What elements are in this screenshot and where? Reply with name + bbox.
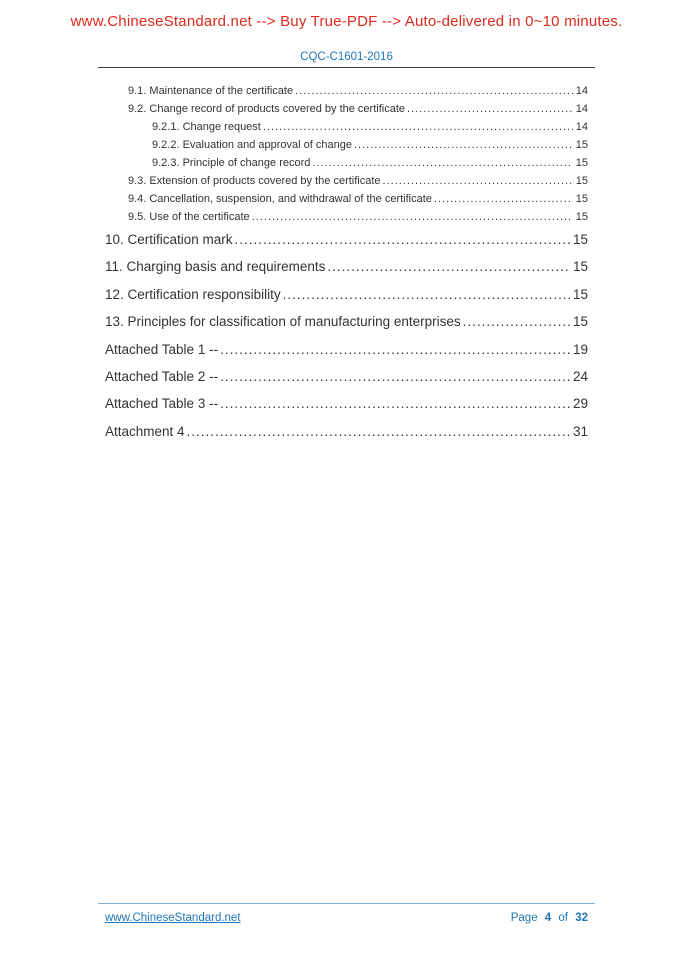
- toc-entry-label: 11. Charging basis and requirements: [105, 259, 326, 275]
- toc-dot-leader: [463, 308, 570, 335]
- page-current: 4: [544, 912, 552, 924]
- toc-entry-page: 15: [575, 157, 588, 169]
- toc-dot-leader: [187, 418, 570, 445]
- toc-entry: [98, 208, 595, 226]
- toc-entry-page: 31: [572, 423, 588, 439]
- toc-entry-label: Attached Table 2 --: [105, 369, 219, 385]
- toc-entry: [98, 253, 595, 280]
- toc-entry: [98, 336, 595, 363]
- toc-entry-page: 14: [575, 85, 588, 97]
- toc: [98, 82, 595, 445]
- toc-entry-label: 9.3. Extension of products covered by the certificate: [128, 175, 381, 187]
- toc-entry-page: 29: [572, 396, 588, 412]
- toc-entry-page: 24: [572, 369, 588, 385]
- toc-entry: [98, 100, 595, 118]
- of-label: of: [558, 912, 568, 924]
- toc-entry: [98, 308, 595, 335]
- banner-text: www.ChineseStandard.net --> Buy True-PDF --> Auto-delivered in 0~10 minutes.: [70, 13, 623, 30]
- doc-number: CQC-C1601-2016: [98, 51, 595, 68]
- toc-entry-page: 15: [575, 139, 588, 151]
- toc-dot-leader: [220, 390, 570, 417]
- toc-dot-leader: [383, 172, 573, 190]
- toc-dot-leader: [283, 281, 570, 308]
- toc-dot-leader: [327, 253, 570, 280]
- toc-entry-label: 9.2.1. Change request: [152, 121, 261, 133]
- toc-dot-leader: [312, 154, 572, 172]
- toc-entry-label: 9.2. Change record of products covered by the certificate: [128, 103, 405, 115]
- toc-entry: [98, 118, 595, 136]
- toc-entry-page: 15: [572, 314, 588, 330]
- toc-entry-label: 9.1. Maintenance of the certificate: [128, 85, 294, 97]
- toc-entry-label: Attached Table 1 --: [105, 341, 219, 357]
- toc-entry: [98, 363, 595, 390]
- toc-entry-label: Attached Table 3 --: [105, 396, 219, 412]
- toc-entry: [98, 281, 595, 308]
- toc-entry-page: 15: [575, 175, 588, 187]
- toc-entry-label: 10. Certification mark: [105, 232, 233, 247]
- toc-entry: [98, 154, 595, 172]
- toc-entry-label: 9.4. Cancellation, suspension, and withdrawal of the certificate: [128, 193, 432, 205]
- toc-dot-leader: [434, 190, 573, 208]
- toc-dot-leader: [220, 336, 570, 363]
- toc-entry-page: 14: [575, 121, 588, 133]
- toc-entry-page: 15: [572, 232, 588, 247]
- page-label: Page: [510, 912, 538, 924]
- footer-link[interactable]: www.ChineseStandard.net: [105, 912, 241, 924]
- toc-entry: [98, 390, 595, 417]
- toc-dot-leader: [252, 208, 573, 226]
- toc-entry-page: 14: [575, 103, 588, 115]
- toc-entry-label: Attachment 4: [105, 423, 185, 439]
- toc-entry-page: 15: [575, 193, 588, 205]
- toc-entry-page: 15: [575, 211, 588, 223]
- toc-entry-label: 9.2.3. Principle of change record: [152, 157, 311, 169]
- toc-entry: [98, 136, 595, 154]
- toc-entry-page: 15: [572, 286, 588, 302]
- toc-entry: [98, 172, 595, 190]
- toc-dot-leader: [354, 136, 573, 154]
- toc-entry: [98, 226, 595, 253]
- page-total: 32: [575, 912, 588, 924]
- toc-dot-leader: [295, 82, 573, 100]
- toc-entry-label: 13. Principles for classification of manufacturing enterprises: [105, 314, 461, 330]
- toc-entry-label: 9.2.2. Evaluation and approval of change: [152, 139, 352, 151]
- page-indicator: [511, 912, 588, 924]
- footer: [98, 912, 595, 924]
- toc-entry-label: 12. Certification responsibility: [105, 286, 281, 302]
- toc-entry: [98, 190, 595, 208]
- toc-dot-leader: [407, 100, 573, 118]
- toc-dot-leader: [220, 363, 570, 390]
- toc-entry: [98, 82, 595, 100]
- footer-divider: [98, 903, 595, 904]
- toc-dot-leader: [235, 226, 570, 253]
- toc-entry-page: 19: [572, 341, 588, 357]
- toc-entry-label: 9.5. Use of the certificate: [128, 211, 250, 223]
- toc-dot-leader: [263, 118, 573, 136]
- toc-entry-page: 15: [572, 259, 588, 275]
- toc-entry: [98, 418, 595, 445]
